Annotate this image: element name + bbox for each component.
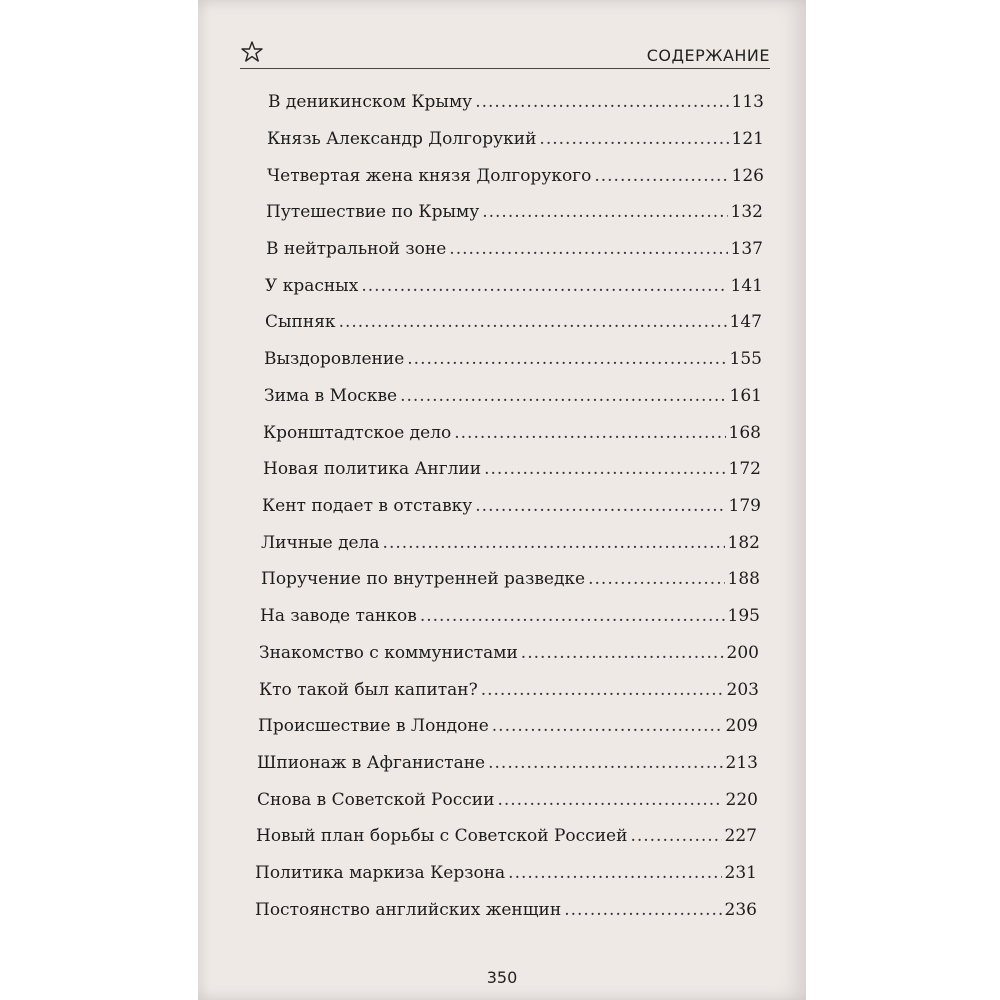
toc-leader-dots	[400, 386, 726, 406]
toc-entry-page: 168	[728, 423, 761, 443]
running-header	[240, 40, 770, 70]
toc-entry	[258, 716, 758, 736]
toc-entry-title: Снова в Советской России	[257, 790, 495, 810]
toc-entry-title: Политика маркиза Керзона	[255, 863, 506, 883]
toc-entry-title: Путешествие по Крыму	[266, 202, 480, 222]
toc-entry-title: У красных	[265, 276, 359, 296]
toc-entry	[267, 166, 764, 186]
toc-leader-dots	[588, 569, 724, 589]
toc-entry	[263, 459, 761, 479]
header-rule	[240, 68, 770, 69]
toc-leader-dots	[454, 423, 725, 443]
toc-entry	[261, 533, 760, 553]
toc-entry	[266, 202, 763, 222]
toc-entry-title: Зима в Москве	[264, 386, 398, 406]
toc-entry-title: Выздоровление	[264, 349, 405, 369]
toc-entry-title: Сыпняк	[265, 312, 336, 332]
star-icon	[240, 40, 264, 64]
toc-entry-page: 213	[725, 753, 758, 773]
toc-entry-page: 121	[731, 129, 764, 149]
toc-leader-dots	[339, 312, 727, 332]
section-title: СОДЕРЖАНИЕ	[646, 46, 770, 65]
toc-entry-page: 147	[729, 312, 762, 332]
book-page	[198, 0, 806, 1000]
toc-entry-page: 236	[724, 900, 757, 920]
toc-leader-dots	[449, 239, 727, 259]
toc-leader-dots	[383, 533, 725, 553]
toc-entry	[259, 680, 759, 700]
toc-entry-page: 220	[725, 790, 758, 810]
toc-entry-page: 203	[726, 680, 759, 700]
toc-leader-dots	[539, 129, 728, 149]
toc-leader-dots	[630, 826, 721, 846]
toc-leader-dots	[407, 349, 726, 369]
toc-entry-title: Новая политика Англии	[263, 459, 482, 479]
toc-entry	[264, 386, 762, 406]
toc-entry	[255, 863, 757, 883]
toc-entry	[262, 496, 761, 516]
toc-leader-dots	[564, 900, 721, 920]
toc-entry-title: Новый план борьбы с Советской Россией	[256, 826, 628, 846]
toc-entry	[259, 643, 759, 663]
toc-entry-page: 195	[727, 606, 760, 626]
toc-leader-dots	[361, 276, 727, 296]
toc-entry-page: 132	[730, 202, 763, 222]
toc-entry-page: 161	[729, 386, 762, 406]
toc-entry-page: 209	[725, 716, 758, 736]
toc-entry	[261, 569, 760, 589]
toc-leader-dots	[594, 166, 728, 186]
toc-entry	[263, 423, 761, 443]
toc-leader-dots	[521, 643, 724, 663]
toc-entry	[265, 312, 762, 332]
toc-entry	[257, 790, 758, 810]
toc-leader-dots	[484, 459, 725, 479]
toc-entry-page: 188	[727, 569, 760, 589]
toc-entry	[268, 92, 764, 112]
toc-entry-title: Поручение по внутренней разведке	[261, 569, 586, 589]
toc-entry-title: Происшествие в Лондоне	[258, 716, 489, 736]
toc-entry	[256, 826, 757, 846]
toc-entry-page: 113	[731, 92, 764, 112]
toc-entry	[266, 239, 763, 259]
toc-leader-dots	[497, 790, 722, 810]
toc-leader-dots	[420, 606, 725, 626]
toc-entry-page: 200	[726, 643, 759, 663]
toc-leader-dots	[475, 92, 728, 112]
toc-leader-dots	[508, 863, 721, 883]
toc-entry-title: В нейтральной зоне	[266, 239, 447, 259]
toc-leader-dots	[481, 680, 724, 700]
toc-entry-page: 137	[730, 239, 763, 259]
page-number: 350	[486, 968, 518, 987]
toc-entry	[260, 606, 760, 626]
toc-leader-dots	[492, 716, 723, 736]
toc-entry-title: В деникинском Крыму	[268, 92, 473, 112]
toc-entry-title: Кент подает в отставку	[262, 496, 473, 516]
toc-entry	[264, 349, 762, 369]
toc-entry	[257, 753, 758, 773]
toc-entry-page: 126	[731, 166, 764, 186]
toc-entry-title: Личные дела	[261, 533, 380, 553]
toc-entry-page: 179	[728, 496, 761, 516]
toc-entry-title: Постоянство английских женщин	[255, 900, 562, 920]
toc-entry-title: Князь Александр Долгорукий	[267, 129, 537, 149]
toc-entry-title: На заводе танков	[260, 606, 417, 626]
toc-entry-title: Четвертая жена князя Долгорукого	[267, 166, 592, 186]
toc-entry-page: 172	[728, 459, 761, 479]
toc-entry-title: Кронштадтское дело	[263, 423, 452, 443]
toc-entry	[265, 276, 763, 296]
toc-leader-dots	[482, 202, 727, 222]
toc-entry-page: 182	[727, 533, 760, 553]
toc-leader-dots	[488, 753, 722, 773]
toc-entry-page: 227	[724, 826, 757, 846]
toc-entry-title: Шпионаж в Афганистане	[257, 753, 486, 773]
toc-leader-dots	[475, 496, 725, 516]
toc-entry-page: 141	[730, 276, 763, 296]
toc-entry	[267, 129, 764, 149]
toc-entry-page: 231	[724, 863, 757, 883]
toc-entry-page: 155	[729, 349, 762, 369]
toc-entry-title: Кто такой был капитан?	[259, 680, 478, 700]
toc-entry	[255, 900, 757, 920]
toc-entry-title: Знакомство с коммунистами	[259, 643, 518, 663]
